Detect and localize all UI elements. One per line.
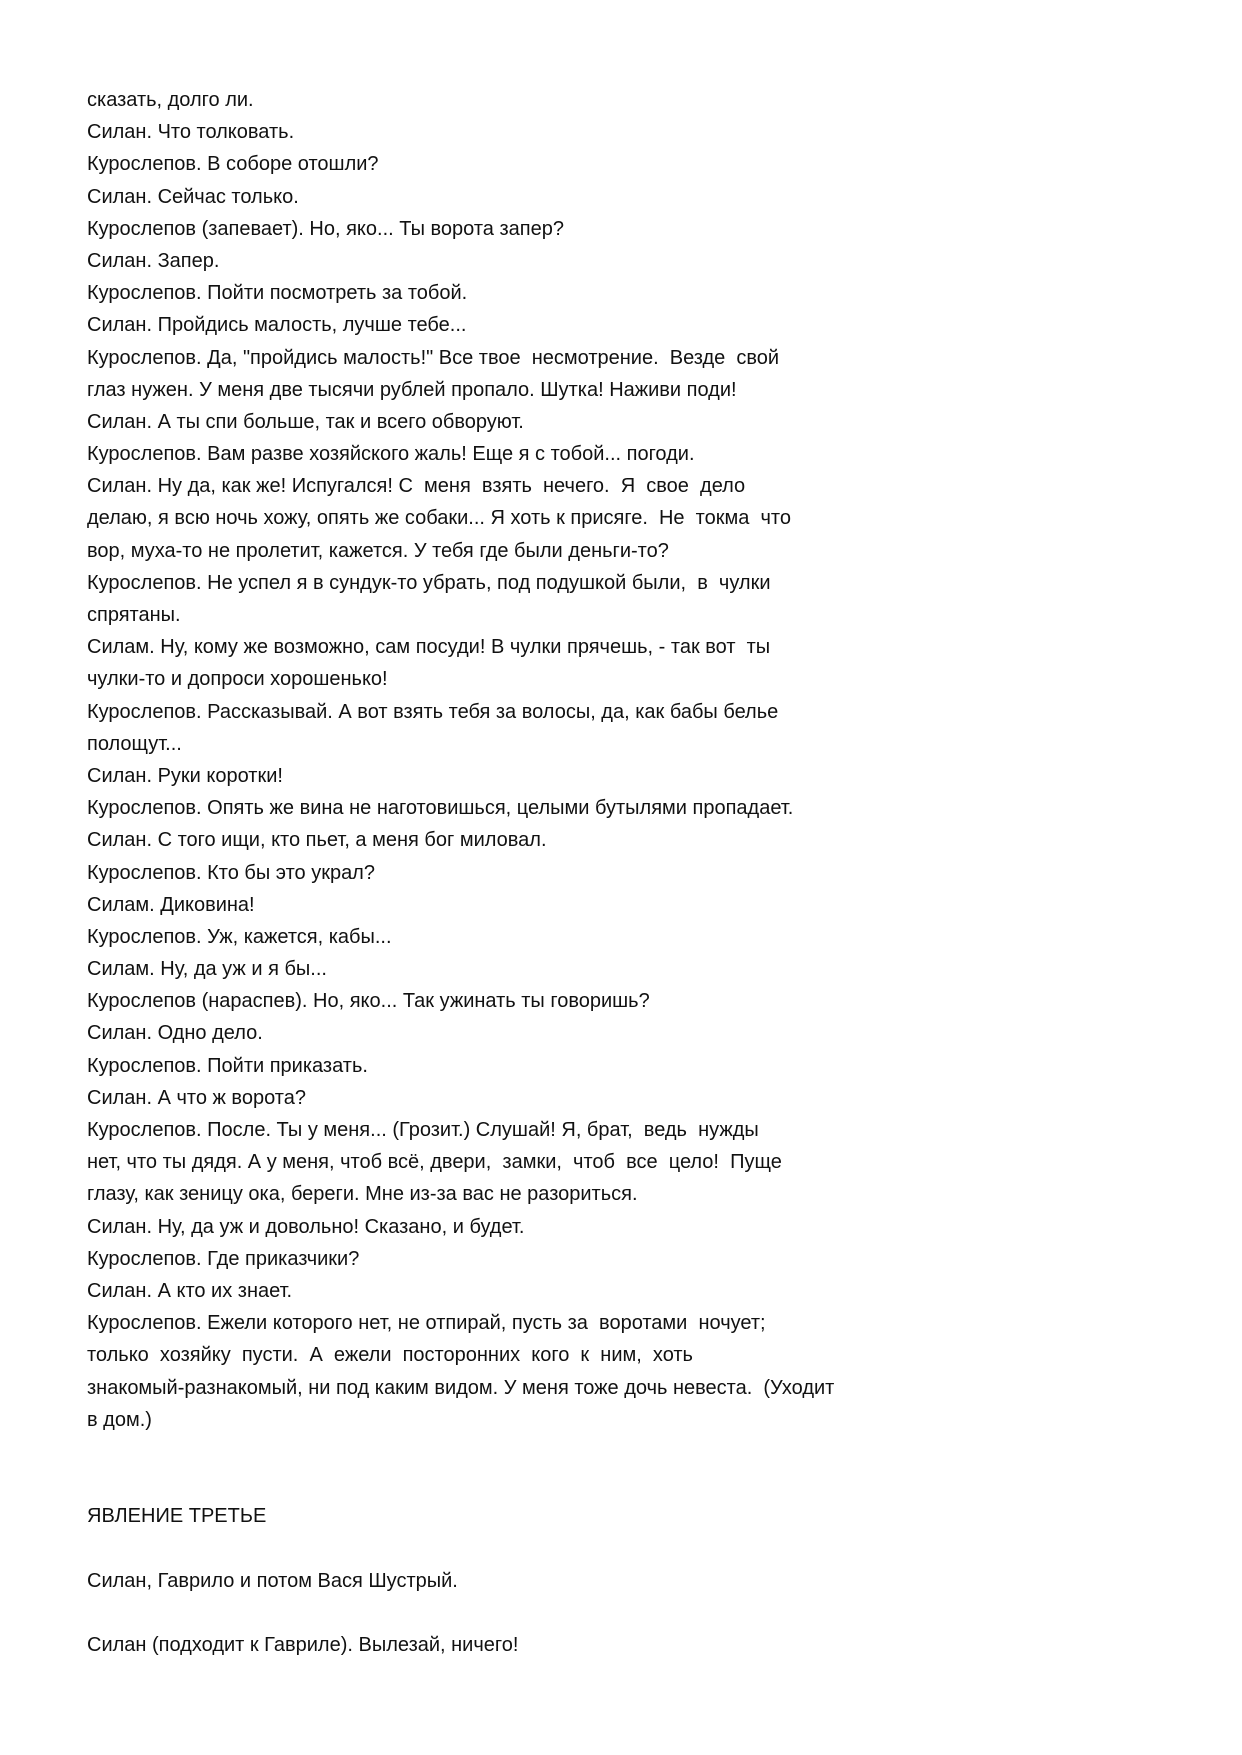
text-line: Курослепов. Пойти посмотреть за тобой. — [87, 282, 468, 305]
text-line: глаз нужен. У меня две тысячи рублей пропало. Шутка! Наживи поди! — [87, 378, 737, 401]
text-line: делаю, я всю ночь хожу, опять же собаки... Я хоть к присяге. Не токма что — [87, 507, 791, 530]
text-line: только хозяйку пусти. А ежели посторонних кого к ним, хоть — [87, 1344, 693, 1367]
text-line: Курослепов. Пойти приказать. — [87, 1054, 368, 1077]
text-line: Силан. Запер. — [87, 249, 220, 272]
scene-first-line: Силан (подходит к Гавриле). Вылезай, ничего! — [87, 1634, 519, 1656]
text-line: Курослепов. Не успел я в сундук-то убрать, под подушкой были, в чулки — [87, 571, 771, 594]
text-line: Силам. Ну, кому же возможно, сам посуди! В чулки прячешь, - так вот ты — [87, 636, 771, 659]
text-line: Силан. Сейчас только. — [87, 185, 299, 208]
text-line: Силан. А ты спи больше, так и всего обворуют. — [87, 410, 524, 433]
text-line: спрятаны. — [87, 604, 181, 626]
text-line: Силан. Что толковать. — [87, 121, 295, 144]
text-line: Курослепов. Да, "пройдись малость!" Все твое несмотрение. Везде свой — [87, 346, 780, 369]
text-line: Курослепов. Рассказывай. А вот взять тебя за волосы, да, как бабы белье — [87, 700, 779, 723]
text-line: Курослепов. Где приказчики? — [87, 1247, 360, 1270]
text-line: Силам. Диковина! — [87, 893, 255, 916]
text-line: вор, муха-то не пролетит, кажется. У тебя где были деньги-то? — [87, 539, 669, 562]
text-line: Курослепов. Ежели которого нет, не отпирай, пусть за воротами ночует; — [87, 1312, 766, 1335]
blank-line — [87, 1468, 917, 1500]
text-line: глазу, как зеницу ока, береги. Мне из-за вас не разориться. — [87, 1183, 638, 1206]
text-line: Курослепов. Вам разве хозяйского жаль! Еще я с тобой... погоди. — [87, 443, 695, 466]
text-line: Силан. Ну да, как же! Испугался! С меня взять нечего. Я свое дело — [87, 475, 746, 498]
text-line: нет, что ты дядя. А у меня, чтоб всё, двери, замки, чтоб все цело! Пуще — [87, 1151, 782, 1174]
text-line: Курослепов (нараспев). Но, яко... Так ужинать ты говоришь? — [87, 990, 650, 1013]
scene-characters: Силан, Гаврило и потом Вася Шустрый. — [87, 1569, 458, 1592]
text-line: Курослепов. В соборе отошли? — [87, 153, 379, 176]
text-line: Силан. Пройдись малость, лучше тебе... — [87, 314, 467, 337]
text-line: чулки-то и допроси хорошенько! — [87, 668, 388, 691]
text-line: Курослепов (запевает). Но, яко... Ты ворота запер? — [87, 217, 564, 240]
text-line: Силан. С того ищи, кто пьет, а меня бог миловал. — [87, 829, 547, 852]
blank-line — [87, 1597, 917, 1629]
text-line: Курослепов. Уж, кажется, кабы... — [87, 925, 392, 948]
text-line: Силан. Ну, да уж и довольно! Сказано, и будет. — [87, 1215, 525, 1238]
text-line: полощут... — [87, 732, 182, 755]
text-line: в дом.) — [87, 1408, 152, 1431]
blank-line — [87, 1436, 917, 1468]
text-line: Курослепов. После. Ты у меня... (Грозит.) Слушай! Я, брат, ведь нужды — [87, 1119, 759, 1141]
text-line: сказать, долго ли. — [87, 89, 254, 111]
scene-title: ЯВЛЕНИЕ ТРЕТЬЕ — [87, 1505, 267, 1528]
text-line: Силан. А кто их знает. — [87, 1279, 293, 1302]
text-line: Силам. Ну, да уж и я бы... — [87, 958, 327, 981]
text-line: Силан. А что ж ворота? — [87, 1086, 306, 1109]
text-line: Силан. Одно дело. — [87, 1022, 263, 1045]
text-line: знакомый-разнакомый, ни под каким видом. У меня тоже дочь невеста. (Уходит — [87, 1376, 835, 1399]
text-line: Силан. Руки коротки! — [87, 764, 283, 787]
text-line: Курослепов. Кто бы это украл? — [87, 861, 375, 884]
play-text — [87, 84, 917, 1661]
blank-line — [87, 1532, 917, 1564]
text-line: Курослепов. Опять же вина не наготовишься, целыми бутылями пропадает. — [87, 797, 794, 820]
